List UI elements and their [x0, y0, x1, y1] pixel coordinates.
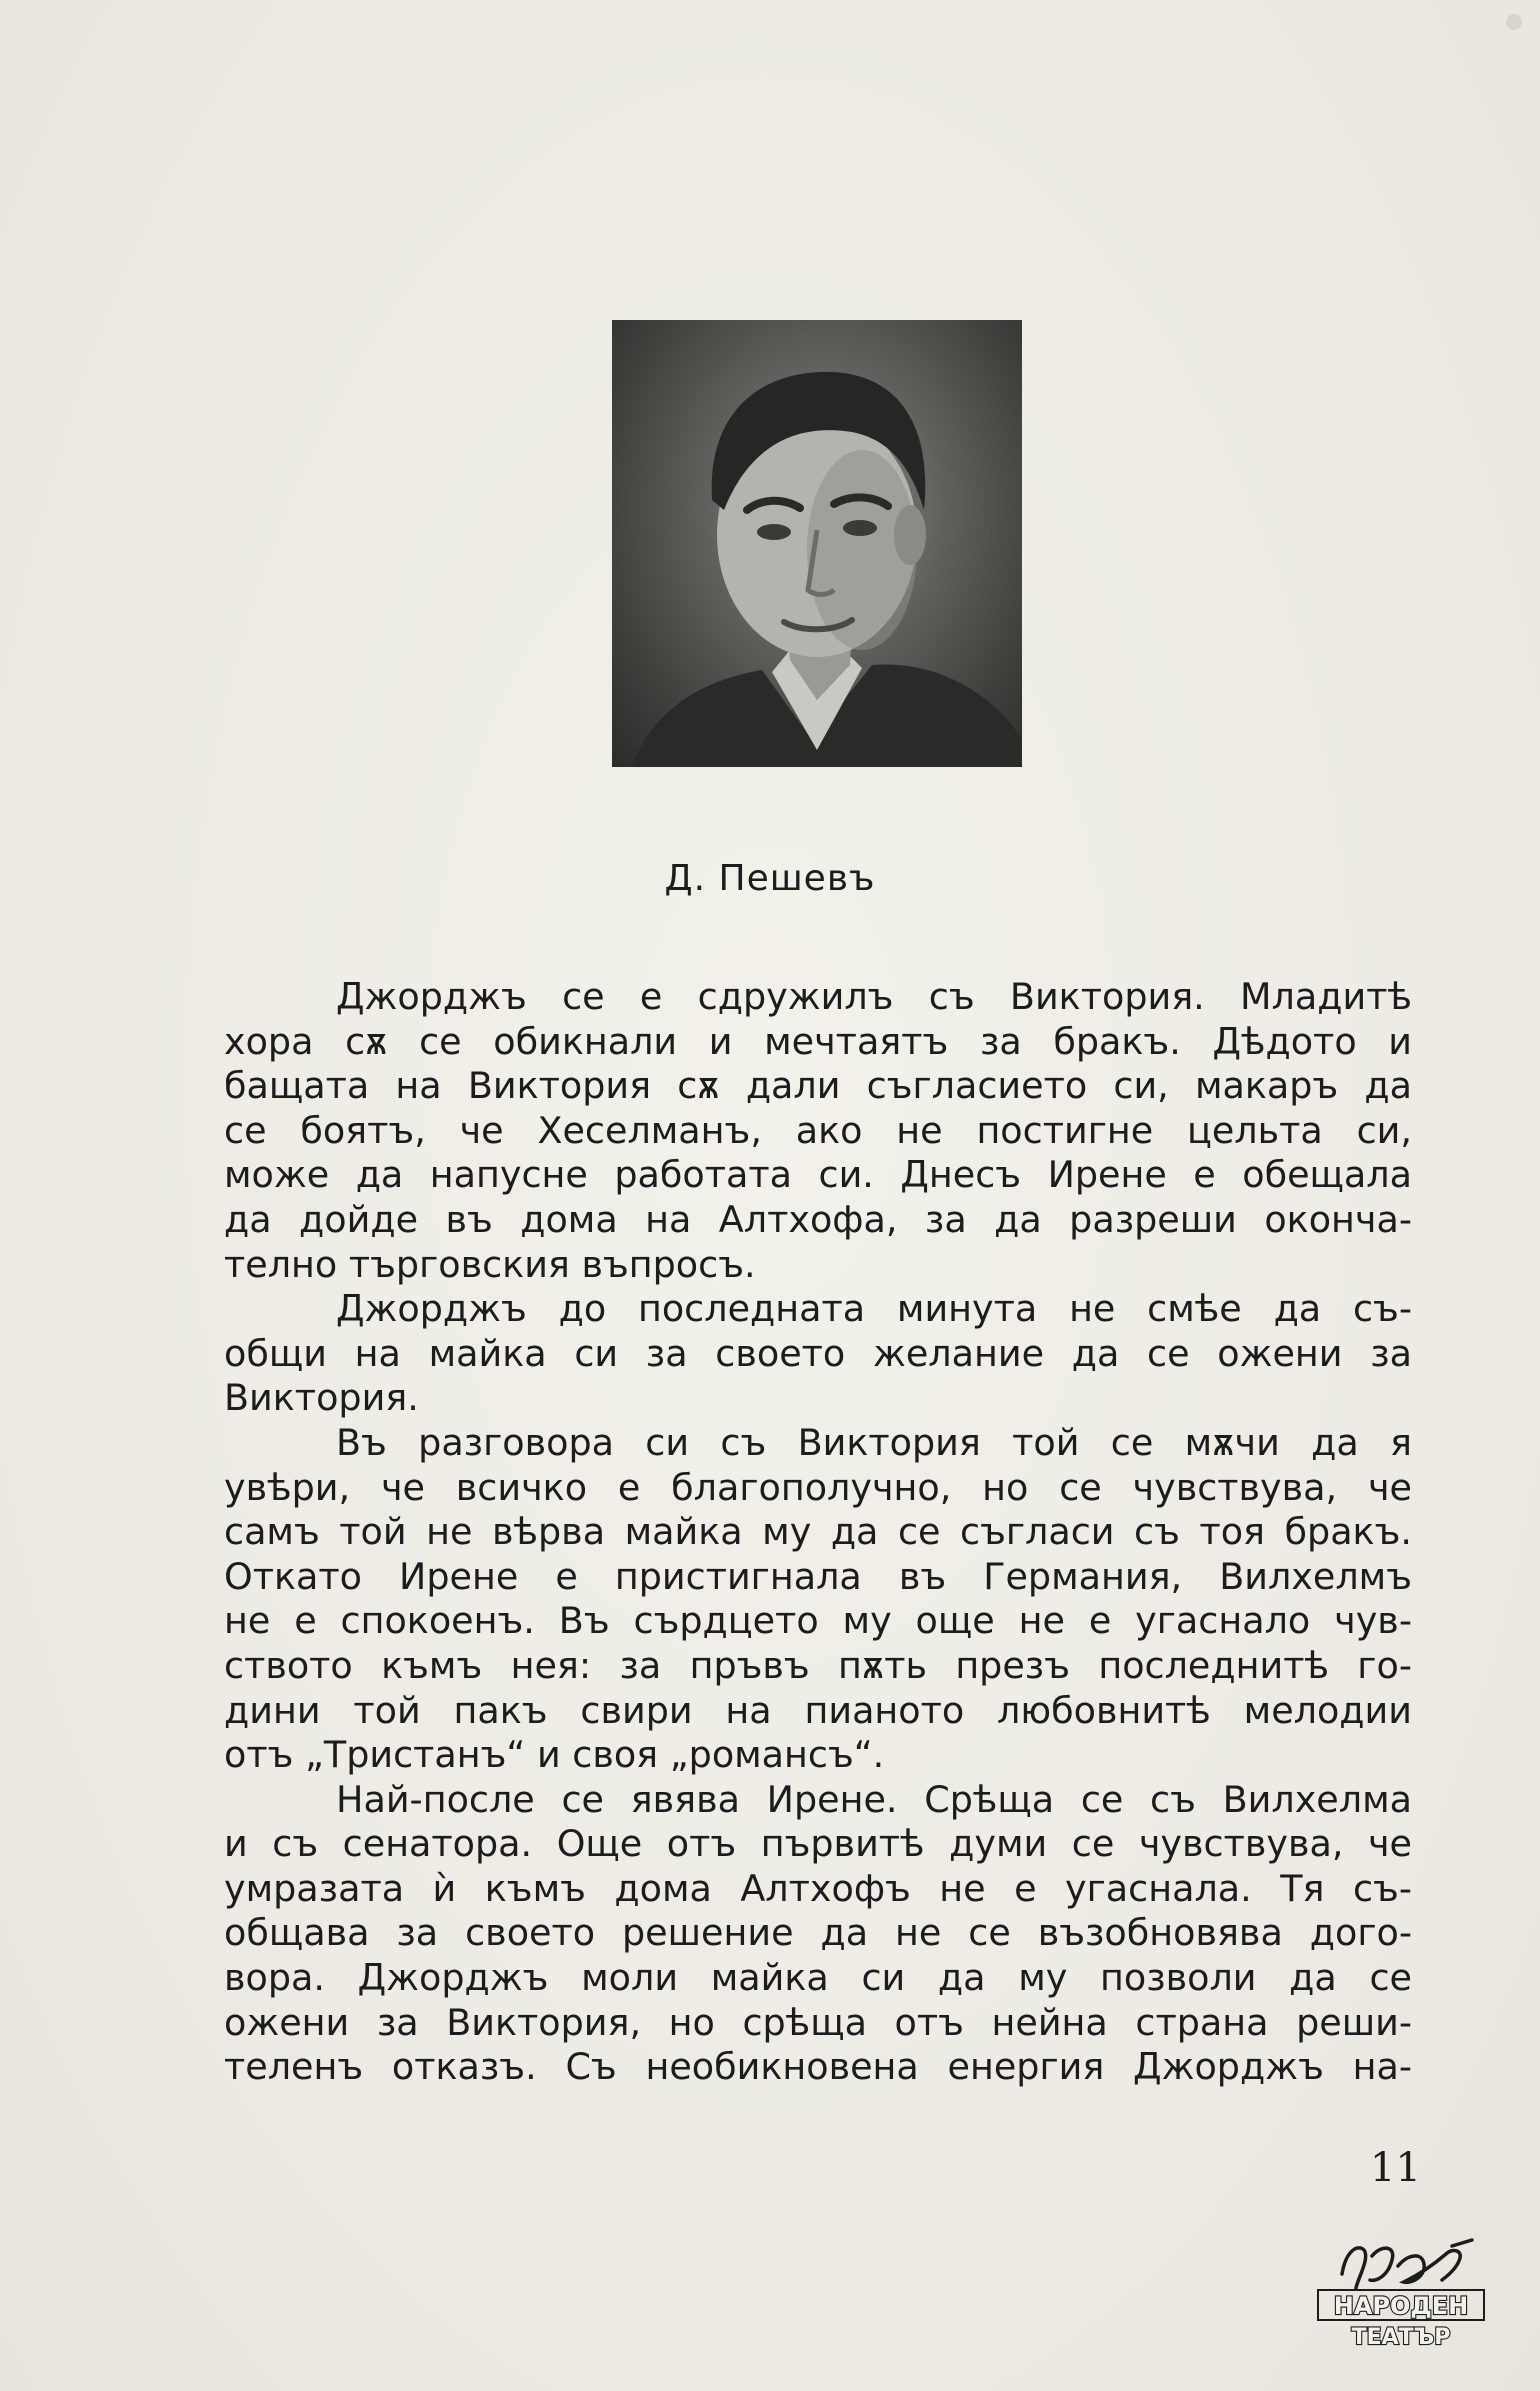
page-perforation	[1506, 14, 1522, 30]
text-line: не е спокоенъ. Въ сърдцето му още не е угаснало чув-	[224, 1599, 1412, 1643]
text-line: се боятъ, че Хеселманъ, ако не постигне цельта си,	[224, 1108, 1412, 1152]
text-line: увѣри, че всичко е благополучно, но се чувствува, че	[224, 1465, 1412, 1509]
text-line: общава за своето решение да не се възобновява дого-	[224, 1911, 1412, 1955]
text-line: ството къмъ нея: за пръвъ пѫть презъ последнитѣ го-	[224, 1643, 1412, 1687]
body-text	[224, 975, 1412, 2090]
text-line: да дойде въ дома на Алтхофа, за да разреши оконча-	[224, 1197, 1412, 1241]
national-theatre-logo	[1312, 2236, 1490, 2356]
text-line: общи на майка си за своето желание да се ожени за	[224, 1331, 1412, 1375]
text-line: и съ сенатора. Още отъ първитѣ думи се чувствува, че	[224, 1822, 1412, 1866]
page-number: 11	[1370, 2145, 1421, 2191]
text-line: телно търговския въпросъ.	[224, 1242, 756, 1286]
text-line: теленъ отказъ. Съ необикновена енергия Джорджъ на-	[224, 2045, 1412, 2089]
stamp-line-2: ТЕАТЪР	[1351, 2325, 1451, 2350]
photo-caption: Д. Пешевъ	[664, 858, 876, 899]
text-line: Джорджъ до последната минута не смѣе да съ-	[336, 1287, 1412, 1331]
text-line: самъ той не вѣрва майка му да се съгласи съ тоя бракъ.	[224, 1510, 1412, 1554]
actor-portrait-photo	[612, 320, 1022, 767]
text-line: вора. Джорджъ моли майка си да му позволи да се	[224, 1956, 1412, 2000]
text-line: умразата ѝ къмъ дома Алтхофъ не е угаснала. Тя съ-	[224, 1866, 1412, 1910]
text-line: Джорджъ се е сдружилъ съ Виктория. Младитѣ	[336, 975, 1412, 1018]
text-line: бащата на Виктория сѫ дали съгласието си, макаръ да	[224, 1064, 1412, 1108]
text-line: Най-после се явява Ирене. Срѣща се съ Вилхелма	[336, 1777, 1412, 1821]
text-line: Въ разговора си съ Виктория той се мѫчи да я	[336, 1420, 1412, 1464]
stamp-line-1: НАРОДЕН	[1333, 2292, 1469, 2320]
text-line: Виктория.	[224, 1376, 419, 1420]
text-line: може да напусне работата си. Днесъ Ирене е обещала	[224, 1153, 1412, 1197]
text-line: отъ „Тристанъ“ и своя „романсъ“.	[224, 1733, 885, 1777]
text-line: хора сѫ се обикнали и мечтаятъ за бракъ. Дѣдото и	[224, 1019, 1412, 1063]
text-line: ожени за Виктория, но срѣща отъ нейна страна реши-	[224, 2000, 1412, 2044]
text-line: Откато Ирене е пристигнала въ Германия, Вилхелмъ	[224, 1554, 1412, 1598]
text-line: дини той пакъ свири на пианото любовнитѣ мелодии	[224, 1688, 1412, 1732]
portrait-illustration	[612, 320, 1022, 767]
